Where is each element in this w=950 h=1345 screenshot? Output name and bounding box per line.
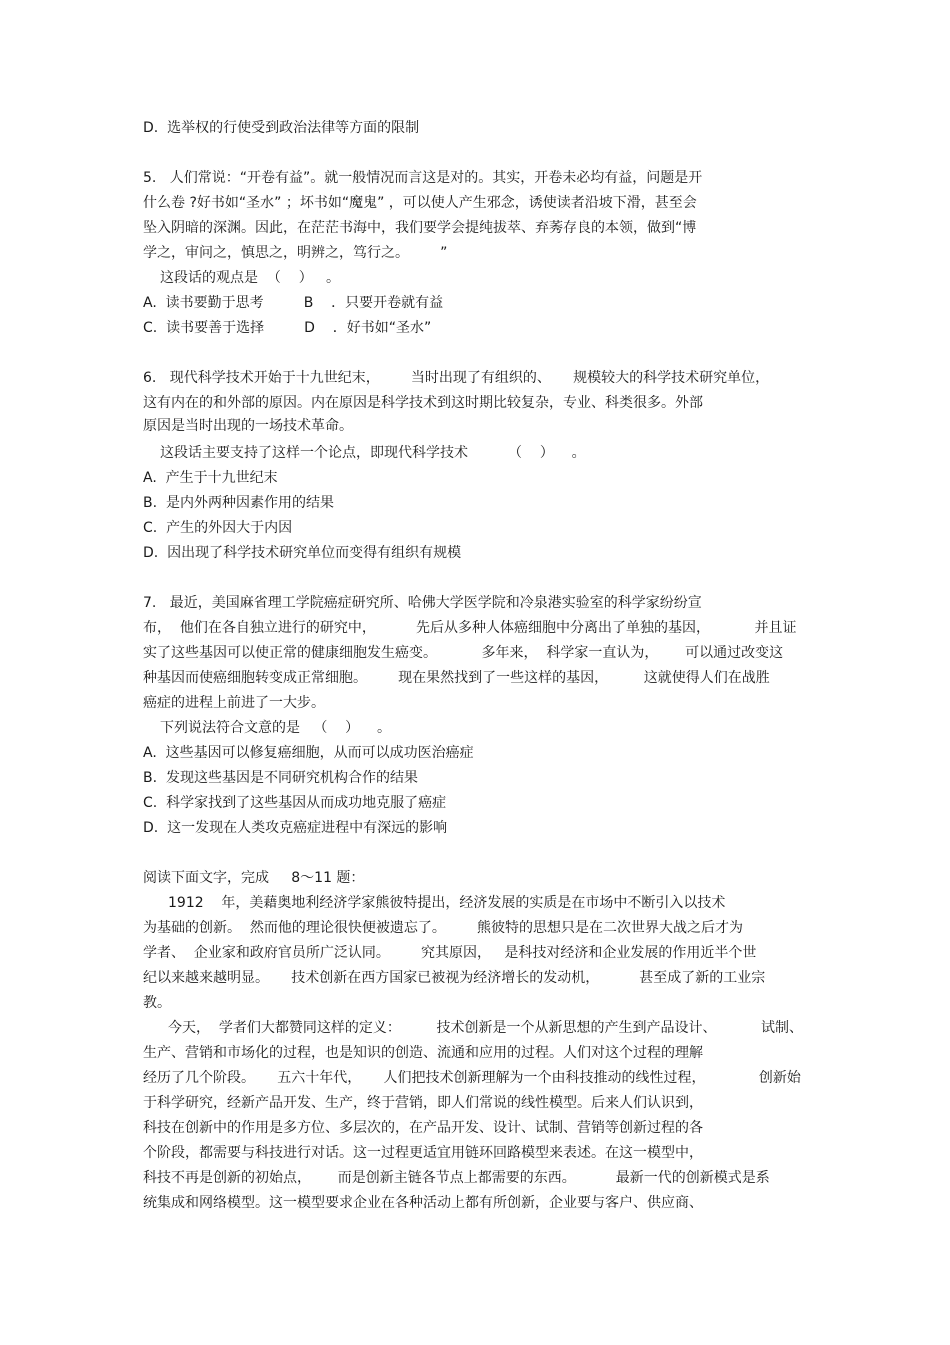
q7-option-d: D. 这一发现在人类攻克癌症进程中有深远的影响: [143, 820, 448, 836]
passage-line-6: 今天， 学者们大都赞同这样的定义： 技术创新是一个从新思想的产生到产品设计、 试制、: [168, 1020, 804, 1036]
q5-line-3: 坠入阴暗的深渊。因此，在茫茫书海中，我们要学会提纯拔萃、弃莠存良的本领，做到“博: [143, 220, 697, 236]
q6-option-d: D. 因出现了科学技术研究单位而变得有组织有规模: [143, 545, 462, 561]
option-d-q4: D. 选举权的行使受到政治法律等方面的限制: [143, 120, 420, 136]
q6-option-b: B. 是内外两种因素作用的结果: [143, 495, 334, 511]
q5-options-ab: A. 读书要勤于思考 B ．只要开卷就有益: [143, 295, 444, 311]
passage-line-11: 个阶段，都需要与科技进行对话。这一过程更适宜用链环回路模型来表述。在这一模型中，: [143, 1145, 703, 1161]
q7-line-4: 种基因而使癌细胞转变成正常细胞。 现在果然找到了一些这样的基因， 这就使得人们在战胜: [143, 670, 770, 686]
passage-line-8: 经历了几个阶段。 五六十年代， 人们把技术创新理解为一个由科技推动的线性过程， 创新始: [143, 1070, 801, 1086]
q7-option-c: C. 科学家找到了这些基因从而成功地克服了癌症: [143, 795, 447, 811]
q7-line-1: 7. 最近，美国麻省理工学院癌症研究所、哈佛大学医学院和冷泉港实验室的科学家纷纷宣: [143, 595, 702, 611]
passage-line-5: 教。: [143, 995, 171, 1011]
q7-option-b: B. 发现这些基因是不同研究机构合作的结果: [143, 770, 418, 786]
passage-line-9: 于科学研究，经新产品开发、生产，终于营销，即人们常说的线性模型。后来人们认识到，: [143, 1095, 703, 1111]
passage-line-4: 纪以来越来越明显。 技术创新在西方国家已被视为经济增长的发动机， 甚至成了新的工业宗: [143, 970, 766, 986]
q6-line-3: 原因是当时出现的一场技术革命。: [143, 418, 353, 434]
q6-prompt: 这段话主要支持了这样一个论点，即现代科学技术 （ ） 。: [160, 445, 586, 461]
q7-option-a: A. 这些基因可以修复癌细胞，从而可以成功医治癌症: [143, 745, 474, 761]
passage-line-2: 为基础的创新。 然而他的理论很快便被遗忘了。 熊彼特的思想只是在二次世界大战之后才为: [143, 920, 744, 936]
q7-line-5: 癌症的进程上前进了一大步。: [143, 695, 325, 711]
passage-line-12: 科技不再是创新的初始点， 而是创新主链各节点上都需要的东西。 最新一代的创新模式是系: [143, 1170, 770, 1186]
q7-prompt: 下列说法符合文意的是 （ ） 。: [160, 720, 391, 736]
q5-options-cd: C. 读书要善于选择 D ．好书如“圣水”: [143, 320, 432, 336]
passage-line-13: 统集成和网络模型。这一模型要求企业在各种活动上都有所创新，企业要与客户、供应商、: [143, 1195, 703, 1211]
q5-line-4: 学之，审问之，慎思之，明辨之，笃行之。 ”: [143, 245, 448, 261]
reading-instruction: 阅读下面文字，完成 8～11 题：: [143, 870, 365, 886]
q7-line-2: 布， 他们在各自独立进行的研究中， 先后从多种人体癌细胞中分离出了单独的基因， 并且证: [143, 620, 797, 636]
passage-line-10: 科技在创新中的作用是多方位、多层次的，在产品开发、设计、试制、营销等创新过程的各: [143, 1120, 703, 1136]
q6-option-c: C. 产生的外因大于内因: [143, 520, 293, 536]
q6-line-1: 6. 现代科学技术开始于十九世纪末， 当时出现了有组织的、 规模较大的科学技术研究单位，: [143, 370, 770, 386]
passage-line-1: 1912 年，美藉奥地利经济学家熊彼特提出，经济发展的实质是在市场中不断引入以技术: [168, 895, 726, 911]
q6-line-2: 这有内在的和外部的原因。内在原因是科学技术到这时期比较复杂，专业、科类很多。外部: [143, 395, 703, 411]
q5-line-1: 5. 人们常说：“开卷有益”。就一般情况而言这是对的。其实，开卷未必均有益，问题是开: [143, 170, 703, 186]
passage-line-3: 学者、 企业家和政府官员所广泛认同。 究其原因， 是科技对经济和企业发展的作用近半个世: [143, 945, 757, 961]
q5-prompt: 这段话的观点是 （ ） 。: [160, 270, 341, 286]
passage-line-7: 生产、营销和市场化的过程，也是知识的创造、流通和应用的过程。人们对这个过程的理解: [143, 1045, 703, 1061]
q7-line-3: 实了这些基因可以使正常的健康细胞发生癌变。 多年来， 科学家一直认为， 可以通过改变这: [143, 645, 784, 661]
q6-option-a: A. 产生于十九世纪末: [143, 470, 278, 486]
q5-line-2: 什么卷 ?好书如“圣水” ；坏书如“魔鬼” ，可以使人产生邪念，诱使读者沿坡下滑，甚至会: [143, 195, 697, 211]
